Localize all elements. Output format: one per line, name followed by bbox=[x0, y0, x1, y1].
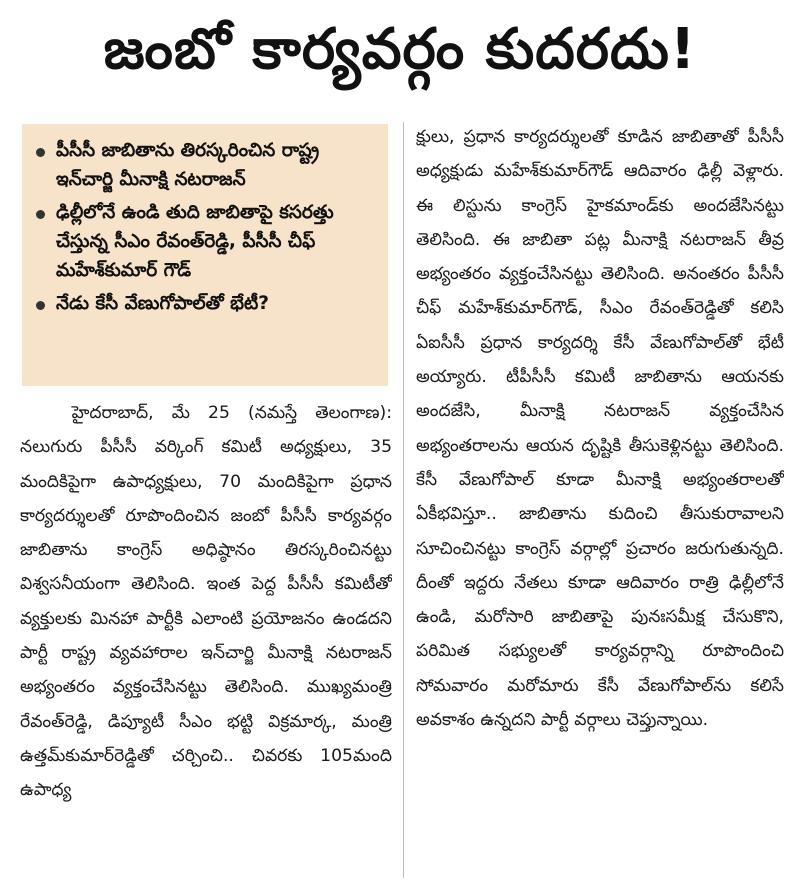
body-column-right bbox=[416, 120, 784, 880]
highlight-text: పీసీసీ జాబితాను తిరస్కరించిన రాష్ట్ర ఇన్‌చార్జి మీనాక్షి నటరాజన్ bbox=[56, 140, 320, 190]
column-divider bbox=[403, 122, 404, 878]
bullet-icon bbox=[36, 210, 45, 219]
bullet-icon bbox=[36, 301, 45, 310]
headline: జంబో కార్యవర్గం కుదరదు! bbox=[103, 16, 697, 82]
highlight-item bbox=[34, 136, 378, 194]
highlight-text: ఢిల్లీలోనే ఉండి తుది జాబితాపై కసరత్తు చేస్తున్న సీఎం రేవంత్‌రెడ్డి, పీసీసీ చీఫ్ మహేశ్‌కుమార్ గౌడ్ bbox=[56, 202, 334, 281]
highlights-box bbox=[22, 124, 388, 386]
body-column-left bbox=[20, 396, 392, 880]
highlight-item bbox=[34, 289, 378, 318]
bullet-icon bbox=[36, 148, 45, 157]
body-paragraph: హైదరాబాద్, మే 25 (నమస్తే తెలంగాణ): నలుగురు పీసీసీ వర్కింగ్ కమిటీ అధ్యక్షులు, 35 మందికిపైగా ఉపాధ్యక్షులు, 70 మందికిపైగా ప్రధాన కార్యదర్శులతో రూపొందించిన జంబో పీసీసీ కార్యవర్గం జాబితాను కాంగ్రెస్ అధిష్ఠానం తిరస్కరించినట్టు విశ్వసనీయంగా తెలిసింది. ఇంత పెద్ద పీసీసీ కమిటీతో వ్యక్తులకు మినహా పార్టీకి ఎలాంటి ప్రయోజనం ఉండదని పార్టీ రాష్ట్ర వ్యవహారాల ఇన్‌చార్జి మీనాక్షి నటరాజన్ అభ్యంతరం వ్యక్తంచేసినట్టు తెలిసింది. ముఖ్యమంత్రి రేవంత్‌రెడ్డి, డిప్యూటీ సీఎం భట్టి విక్రమార్క, మంత్రి ఉత్తమ్‌కుమార్‌రెడ్డితో చర్చించి.. చివరకు 105మంది ఉపాధ్య bbox=[20, 403, 392, 801]
highlight-item bbox=[34, 198, 378, 285]
body-paragraph: క్షులు, ప్రధాన కార్యదర్శులతో కూడిన జాబితాతో పీసీసీ అధ్యక్షుడు మహేశ్‌కుమార్‌గౌడ్ ఆదివారం ఢిల్లీ వెళ్లారు. ఈ లిస్టును కాంగ్రెస్ హైకమాండ్‌కు అందజేసినట్టు తెలిసింది. ఈ జాబితా పట్ల మీనాక్షి నటరాజన్ తీవ్ర అభ్యంతరం వ్యక్తంచేసినట్టు తెలిసింది. అనంతరం పీసీసీ చీఫ్ మహేశ్‌కుమార్‌గౌడ్, సీఎం రేవంత్‌రెడ్డితో కలిసి ఏఐసీసీ ప్రధాన కార్యదర్శి కేసీ వేణుగోపాల్‌తో భేటీ అయ్యారు. టీపీసీసీ కమిటీ జాబితాను ఆయనకు అందజేసి, మీనాక్షి నటరాజన్ వ్యక్తంచేసిన అభ్యంతరాలను ఆయన దృష్టికి తీసుకెళ్లినట్టు తెలిసింది. కేసీ వేణుగోపాల్ కూడా మీనాక్షి అభ్యంతరాలతో ఏకీభవిస్తూ.. జాబితాను కుదించి తీసుకురావాలని సూచించినట్టు కాంగ్రెస్ వర్గాల్లో ప్రచారం జరుగుతున్నది. దీంతో ఇద్దరు నేతలు కూడా ఆదివారం రాత్రి ఢిల్లీలోనే ఉండి, మరోసారి జాబితాపై పునఃసమీక్ష చేసుకొని, పరిమిత సభ్యులతో కార్యవర్గాన్ని రూపొందించి సోమవారం మరోమారు కేసీ వేణుగోపాల్‌ను కలిసే అవకాశం ఉన్నదని పార్టీ వర్గాలు చెప్తున్నాయి. bbox=[416, 127, 784, 731]
highlight-text: నేడు కేసీ వేణుగోపాల్‌తో భేటీ? bbox=[56, 293, 270, 314]
